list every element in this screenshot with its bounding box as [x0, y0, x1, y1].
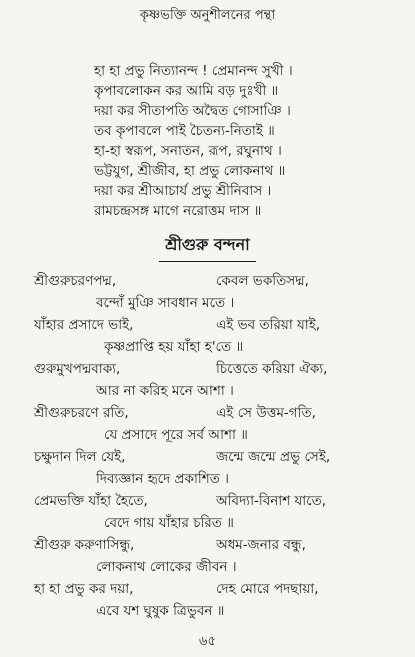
prayer-line: তব কৃপাবলে পাই চৈতন্য-নিতাই ॥ [94, 123, 275, 139]
stanza-line-a: গুরুমুখপদ্মবাক্য, [34, 361, 121, 377]
stanza-line-b: এই ভব তরিয়া যাই, [216, 317, 321, 333]
stanza-line-b: জন্মে জন্মে প্রভু সেই, [216, 449, 331, 465]
prayer-line: রামচন্দ্রসঙ্গ মাগে নরোত্তম দাস ॥ [94, 203, 262, 219]
prayer-line: দয়া কর শ্রীআচার্য প্রভু শ্রীনিবাস । [94, 183, 272, 199]
stanza-line-b: কেবল ভকতিসদ্ম, [216, 273, 309, 289]
stanza-line-a: শ্রীগুরুচরণে রতি, [34, 405, 129, 421]
prayer-line: হা-হা স্বরূপ, সনাতন, রূপ, রঘুনাথ । [94, 143, 282, 159]
stanza-line-c: যে প্রসাদে পূরে সর্ব আশা ॥ [104, 427, 248, 443]
stanza-line-a: শ্রীগুরু করুণাসিন্ধু, [34, 537, 135, 553]
stanza-line-c: এবে যশ ঘুষুক ত্রিভুবন ॥ [96, 603, 225, 619]
stanza-line-a: প্রেমভক্তি যাঁহা হৈতে, [34, 493, 148, 509]
stanza-line-a: যাঁহার প্রসাদে ভাই, [34, 317, 134, 333]
stanza-line-c: দিব্যজ্ঞান হৃদে প্রকাশিত । [96, 471, 230, 487]
prayer-line: ভট্টযুগ, শ্রীজীব, হা প্রভু লোকনাথ ॥ [94, 163, 286, 179]
stanza-line-c: বন্দোঁ মুঞি সাবধান মতে । [96, 295, 235, 311]
stanza-line-c: লোকনাথ লোকের জীবন । [96, 559, 237, 575]
stanza-line-b: এই সে উত্তম-গতি, [216, 405, 316, 421]
prayer-line: দয়া কর সীতাপতি অদ্বৈত গোসাঞি । [94, 103, 291, 119]
prayer-line: হা হা প্রভু নিত্যানন্দ ! প্রেমানন্দ সুখী । [94, 63, 293, 79]
section-title: শ্রীগুরু বন্দনা [159, 232, 256, 262]
stanza-line-a: হা হা প্রভু কর দয়া, [34, 581, 134, 597]
stanza-line-c: বেদে গায় যাঁহার চরিত ॥ [104, 515, 234, 531]
stanza-line-b: অবিদ্যা-বিনাশ যাতে, [216, 493, 327, 509]
stanza-line-a: চক্ষুদান দিল যেই, [34, 449, 126, 465]
prayer-line: কৃপাবলোকন কর আমি বড় দুঃখী ॥ [94, 83, 279, 99]
title-block [0, 232, 415, 262]
stanza-line-b: চিত্তেতে করিয়া ঐক্য, [216, 361, 328, 377]
stanza-line-a: শ্রীগুরুচরণপদ্ম, [34, 273, 117, 289]
stanza-line-c: কৃষ্ণপ্রাপ্তি হয় যাঁহা হ'তে ॥ [104, 339, 244, 355]
page-number: ৬৫ [199, 634, 216, 649]
stanza-line-b: দেহ মোরে পদছায়া, [216, 581, 319, 597]
running-header: কৃষ্ণভক্তি অনুশীলনের পন্থা [139, 8, 276, 23]
stanza-line-b: অধম-জনার বন্ধু, [216, 537, 306, 553]
stanza-line-c: আর না করিহ মনে আশা । [96, 383, 234, 399]
